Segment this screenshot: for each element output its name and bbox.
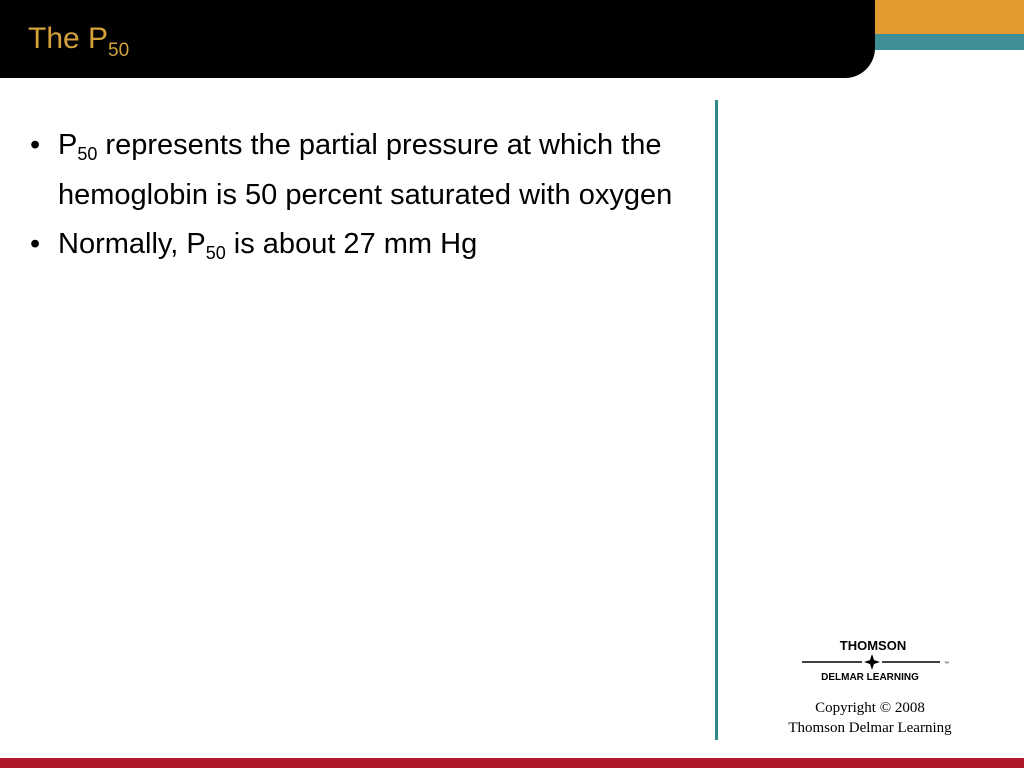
bullet-subscript: 50 [77,144,98,164]
thomson-delmar-logo [800,638,950,684]
bullet-prefix: Normally, P [58,228,206,260]
logo-star-icon [864,654,880,670]
bullet-list [30,125,690,282]
bullet-prefix: P [58,129,78,161]
copyright-line2: Thomson Delmar Learning [788,720,952,736]
bullet-text: represents the partial pressure at which the hemoglobin is 50 percent saturated with oxygen [58,129,673,211]
bullet-item [30,224,690,274]
accent-gap [875,50,1024,78]
title-bar [0,0,875,78]
logo-line2: DELMAR LEARNING [821,672,919,683]
accent-gold-stripe [875,0,1024,34]
bullet-text: is about 27 mm Hg [225,228,478,260]
copyright-notice [760,698,980,738]
accent-teal-stripe [875,34,1024,50]
slide-title-main: The P [28,22,109,55]
bottom-bar [0,758,1024,768]
bullet-marker: • [30,228,41,260]
logo-line1: THOMSON [839,638,907,653]
bullet-subscript: 50 [205,243,226,263]
bullet-item [30,125,690,216]
slide-title-subscript: 50 [108,40,130,61]
slide-title [28,22,129,62]
logo-trademark: ™ [944,661,949,667]
copyright-line1: Copyright © 2008 [815,700,925,716]
vertical-divider [715,100,718,740]
bullet-marker: • [30,129,41,161]
